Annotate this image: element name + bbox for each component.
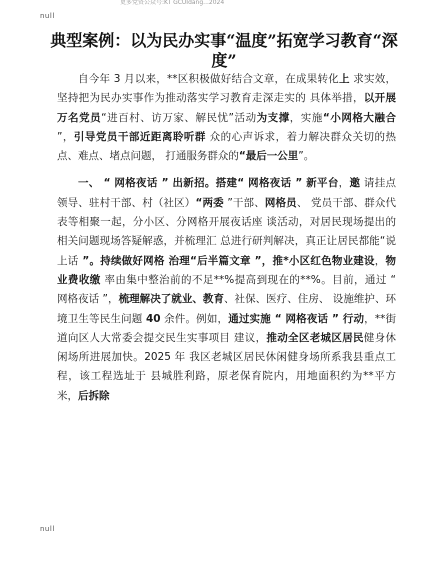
text-run: 众的心声诉求，着力解决群众关切的热点、难点、堵点问题， 打通服务群众的 bbox=[57, 130, 396, 163]
paragraph-intro bbox=[57, 70, 396, 166]
text-run: 请挂点领导、驻村干部、村（社区） bbox=[57, 177, 397, 209]
paragraph-section-one bbox=[57, 174, 396, 406]
text-run: ， bbox=[374, 254, 386, 267]
text-run: “两委 bbox=[195, 196, 224, 209]
text-run: 自今年 3 月以来，**区积极做好结合文章，在成果转化 bbox=[78, 73, 339, 85]
text-run: 邀 bbox=[349, 177, 361, 190]
text-run: ， bbox=[338, 177, 350, 190]
text-run: “小网格大融合 bbox=[322, 111, 397, 124]
text-run: 率由集中整治前的不足**%提高到现在的**%。目前，通过 “ 网格夜话 ”， bbox=[57, 273, 397, 306]
text-run: “进百村、访万家、解民忧”活动 bbox=[101, 111, 257, 124]
text-run: 上 bbox=[338, 73, 350, 85]
text-run: 网格员 bbox=[264, 196, 297, 209]
text-run: 后拆除 bbox=[78, 389, 110, 402]
text-run: 余件。例如 bbox=[160, 312, 218, 325]
text-run: 建议， bbox=[230, 331, 267, 344]
text-run: ，实施 bbox=[289, 111, 323, 124]
text-run: 40 bbox=[145, 312, 161, 325]
text-run: 推动全区老城区居民 bbox=[266, 331, 364, 344]
text-run: ”干部、 bbox=[223, 196, 265, 209]
text-run: ”。持续做好网格 治理“后半篇文章 ”，推 bbox=[78, 254, 284, 267]
text-run: 以开展万名党员 bbox=[57, 92, 396, 124]
text-run: 、社保、医疗、住房、 设施维护、环境卫生等民生问题 bbox=[57, 293, 397, 325]
text-run: 通过实施 “ 网格夜话 ” 行动 bbox=[228, 312, 365, 325]
page-marker-top: null bbox=[40, 12, 55, 20]
text-run: 为支撑 bbox=[256, 111, 290, 124]
text-run: “最后一公里 bbox=[238, 150, 299, 163]
text-run: ”， bbox=[57, 130, 74, 143]
text-run: 求实效，坚持把为民办实事作为推动落实学习教育走深走实的 具体举措， bbox=[57, 73, 396, 105]
text-run: 健身休闲场所进展加快。2025 年 我区老城区居民休闲健身场所系我县重点工程，该工程选址于 县城胜利路，原老保育院内，用地面积约为**平方米， bbox=[57, 331, 397, 402]
text-run: 梳理解决了就业、教育 bbox=[118, 293, 224, 306]
text-run: ，**街道向区人大常委会提交民生实事项目 bbox=[57, 312, 397, 344]
document-title: 典型案例：以为民办实事“温度”拓宽学习教育“深度” bbox=[50, 31, 398, 70]
text-run: 、 党员干部、群众代表等相聚一起，分小区、分网格开展夜话座 谈活动，对居民现场提出的相关问题现场答疑解惑，并梳理汇 总进行研判解决，真正让居民都能“说上话 bbox=[57, 196, 397, 267]
text-run: ”。 bbox=[298, 150, 315, 163]
text-run: ， bbox=[217, 312, 229, 325]
page-watermark: 更多党资公众号:KT GCUIdang...2024 bbox=[120, 0, 225, 6]
text-run: 引导党员干部近距离聆听群 bbox=[73, 130, 206, 143]
page-marker-bottom: null bbox=[40, 525, 55, 533]
document-body bbox=[57, 70, 396, 406]
text-run: 物业费收缴 bbox=[57, 254, 397, 286]
text-run: *小区红色物业建设 bbox=[283, 254, 375, 267]
text-run: 一、 “ 网格夜话 ” 出新招。搭建“ 网格夜话 ” 新平台 bbox=[78, 177, 339, 190]
